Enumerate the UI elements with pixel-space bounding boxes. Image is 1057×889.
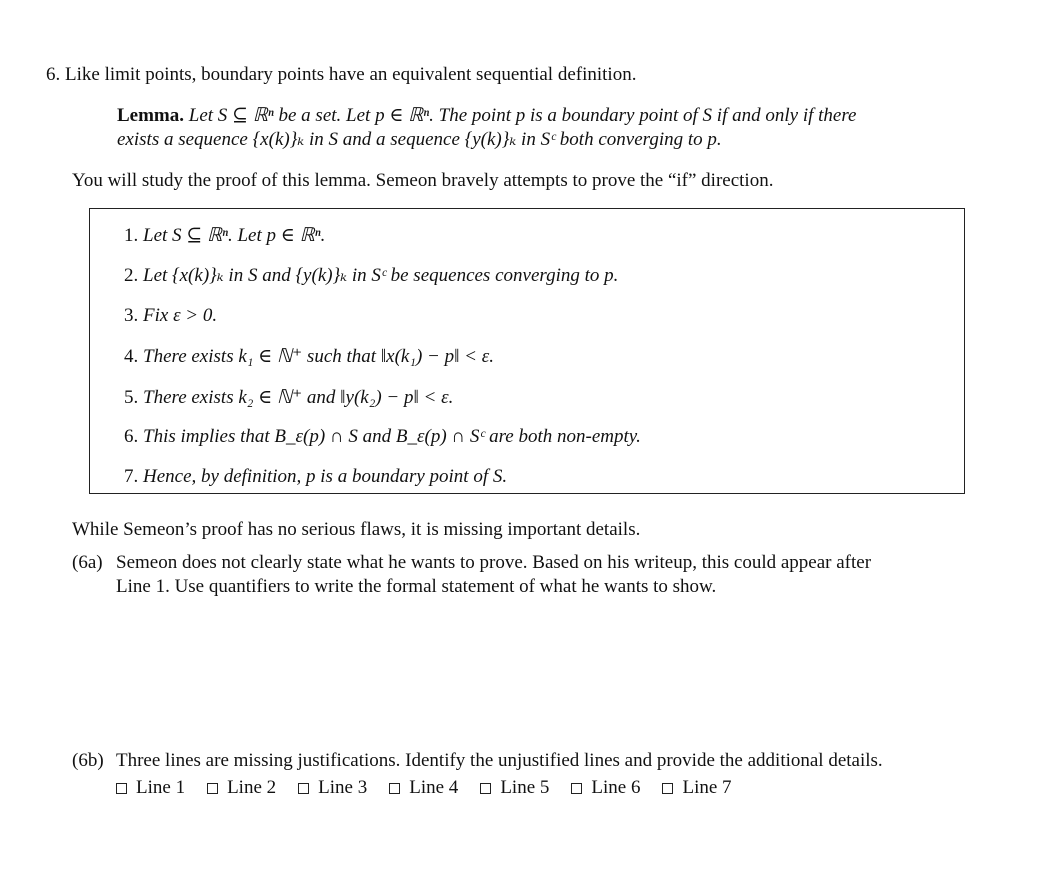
proof-line-number: 3. xyxy=(124,305,139,326)
choice-line-7[interactable] xyxy=(662,777,731,799)
checkbox-icon[interactable] xyxy=(571,783,582,794)
checkbox-icon[interactable] xyxy=(480,783,491,794)
lemma-label: Lemma. xyxy=(117,105,185,126)
proof-line-6 xyxy=(124,426,641,448)
choice-label: Line 4 xyxy=(409,777,459,798)
proof-line-3 xyxy=(124,305,217,327)
part-b-line-1 xyxy=(72,749,883,773)
proof-line-7 xyxy=(124,466,507,488)
lemma-block xyxy=(117,104,856,152)
proof-line-2 xyxy=(124,264,618,287)
checkbox-icon[interactable] xyxy=(298,783,309,794)
proof-line-number: 2. xyxy=(124,265,139,286)
intro-text: You will study the proof of this lemma. Semeon bravely attempts to prove the “if” direction. xyxy=(72,170,774,191)
problem-number: 6. xyxy=(46,64,61,85)
proof-line-text: Hence, by definition, p is a boundary point of S. xyxy=(143,466,508,487)
proof-line-number: 6. xyxy=(124,426,139,447)
proof-line-4 xyxy=(124,345,494,368)
proof-line-text: There exists k₂ ∈ ℕ⁺ and ‖y(k₂) − p‖ < ε. xyxy=(143,387,454,408)
remark-text: While Semeon’s proof has no serious flaws, it is missing important details. xyxy=(72,519,641,540)
choice-line-3[interactable] xyxy=(298,777,367,799)
lemma-line-2: exists a sequence {x(k)}ₖ in S and a sequence {y(k)}ₖ in Sᶜ both converging to p. xyxy=(117,129,722,150)
checkbox-icon[interactable] xyxy=(207,783,218,794)
checkbox-icon[interactable] xyxy=(662,783,673,794)
proof-line-number: 1. xyxy=(124,225,139,246)
choice-label: Line 1 xyxy=(136,777,186,798)
part-b-text-1: Three lines are missing justifications. Identify the unjustified lines and provide the additional details. xyxy=(116,750,883,771)
proof-line-text: This implies that B_ε(p) ∩ S and B_ε(p) ∩ Sᶜ are both non-empty. xyxy=(143,426,641,447)
proof-line-number: 7. xyxy=(124,466,139,487)
part-a-line-2: Line 1. Use quantifiers to write the formal statement of what he wants to show. xyxy=(116,576,717,597)
choice-line-5[interactable] xyxy=(480,777,549,799)
choice-label: Line 6 xyxy=(591,777,641,798)
choice-line-2[interactable] xyxy=(207,777,276,799)
choice-line-4[interactable] xyxy=(389,777,458,799)
lemma-line-1 xyxy=(117,104,856,128)
lemma-text-1: Let S ⊆ ℝⁿ be a set. Let p ∈ ℝⁿ. The point p is a boundary point of S if and only if there xyxy=(188,105,857,126)
checkbox-icon[interactable] xyxy=(116,783,127,794)
part-a-text-1: Semeon does not clearly state what he wants to prove. Based on his writeup, this could appear after xyxy=(116,552,872,573)
part-a-line-1 xyxy=(72,551,871,575)
problem-statement xyxy=(46,64,636,86)
proof-line-5 xyxy=(124,386,453,409)
choice-label: Line 5 xyxy=(500,777,550,798)
choice-label: Line 3 xyxy=(318,777,368,798)
part-a-label: (6a) xyxy=(72,552,103,573)
problem-text: Like limit points, boundary points have an equivalent sequential definition. xyxy=(65,64,637,85)
choice-line-6[interactable] xyxy=(571,777,640,799)
choice-label: Line 2 xyxy=(227,777,277,798)
checkbox-icon[interactable] xyxy=(389,783,400,794)
proof-line-text: There exists k₁ ∈ ℕ⁺ such that ‖x(k₁) − p‖ < ε. xyxy=(143,346,494,367)
choice-line-1[interactable] xyxy=(116,777,185,799)
proof-line-text: Fix ε > 0. xyxy=(143,305,218,326)
proof-line-text: Let S ⊆ ℝⁿ. Let p ∈ ℝⁿ. xyxy=(143,225,326,246)
proof-line-number: 4. xyxy=(124,346,139,367)
proof-box xyxy=(89,208,965,494)
line-choices xyxy=(116,777,732,799)
proof-line-number: 5. xyxy=(124,387,139,408)
proof-line-text: Let {x(k)}ₖ in S and {y(k)}ₖ in Sᶜ be sequences converging to p. xyxy=(143,265,619,286)
proof-line-1 xyxy=(124,224,325,247)
part-a xyxy=(72,551,871,599)
part-b-label: (6b) xyxy=(72,750,104,771)
part-b xyxy=(72,749,883,773)
choice-label: Line 7 xyxy=(682,777,732,798)
